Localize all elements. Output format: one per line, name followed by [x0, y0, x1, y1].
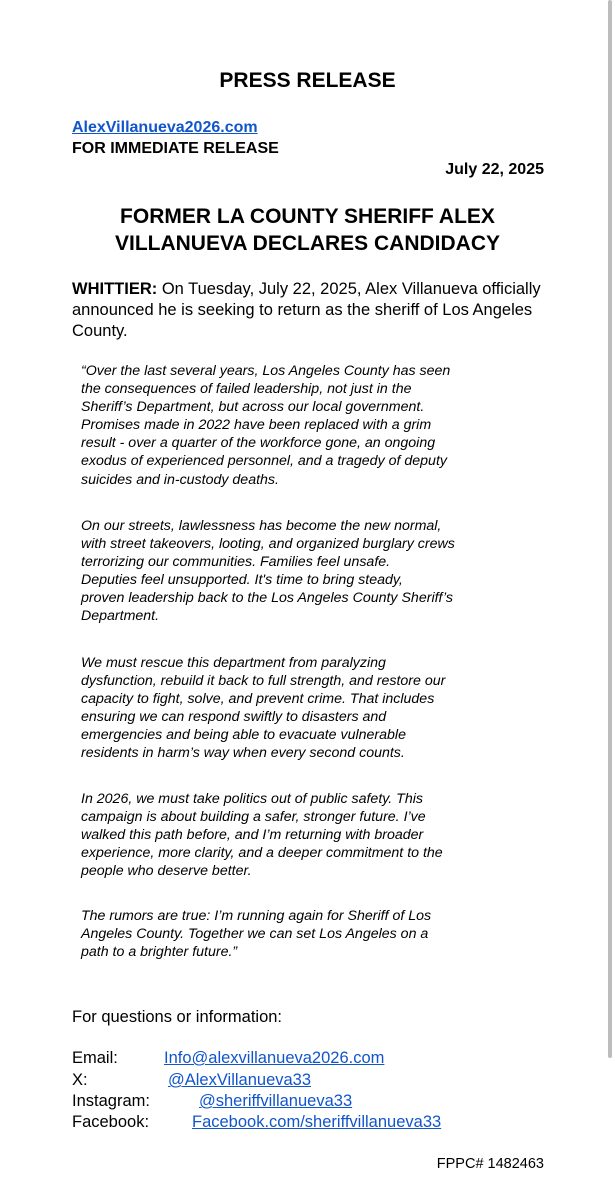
dateline-place: WHITTIER: — [72, 280, 158, 298]
scrollbar-thumb[interactable] — [608, 0, 612, 1058]
email-link[interactable]: Info@alexvillanueva2026.com — [164, 1049, 385, 1067]
contact-intro: For questions or information: — [72, 1008, 283, 1026]
headline — [40, 203, 575, 257]
quote-line: Deputies feel unsupported. It's time to bring steady, — [81, 572, 403, 589]
quote-paragraph-5 — [81, 907, 551, 961]
contact-x-row — [72, 1071, 312, 1090]
quote-line: people who deserve better. — [81, 863, 252, 880]
quote-line: In 2026, we must take politics out of public safety. This — [81, 791, 423, 807]
quote-line: residents in harm’s way when every second counts. — [81, 745, 405, 762]
quote-line: campaign is about building a safer, stronger future. I’ve — [81, 809, 426, 826]
quote-line: exodus of experienced personnel, and a tragedy of deputy — [81, 453, 447, 470]
lede-text: On Tuesday, July 22, 2025, Alex Villanueva officially announced he is seeking to return as the sheriff of Los Angeles County. — [72, 280, 541, 340]
quote-paragraph-4 — [81, 790, 551, 880]
contact-instagram-row — [72, 1092, 353, 1111]
quote-line: dysfunction, rebuild it back to full strength, and restore our — [81, 673, 446, 690]
quote-line: walked this path before, and I’m returning with broader — [81, 827, 424, 844]
headline-line-1: FORMER LA COUNTY SHERIFF ALEX — [120, 205, 495, 228]
quote-line: capacity to fight, solve, and prevent crime. That includes — [81, 691, 435, 708]
lede-paragraph — [72, 279, 552, 342]
x-label: X: — [72, 1071, 88, 1089]
quote-line: Promises made in 2022 have been replaced with a grim — [81, 417, 432, 434]
quote-paragraph-2 — [81, 517, 551, 626]
facebook-link[interactable]: Facebook.com/sheriffvillanueva33 — [192, 1113, 442, 1131]
quote-line: proven leadership back to the Los Angeles County Sheriff’s — [81, 590, 453, 607]
release-note: FOR IMMEDIATE RELEASE — [72, 140, 279, 157]
fppc-number: FPPC# 1482463 — [436, 1156, 544, 1172]
facebook-label: Facebook: — [72, 1113, 150, 1131]
quote-paragraph-1 — [81, 362, 551, 489]
quote-line: The rumors are true: I’m running again for Sheriff of Los — [81, 908, 432, 924]
document-title: PRESS RELEASE — [219, 69, 396, 92]
quote-line: path to a brighter future.” — [81, 944, 238, 961]
x-handle-link[interactable]: @AlexVillanueva33 — [168, 1071, 312, 1089]
instagram-label: Instagram: — [72, 1092, 150, 1110]
quote-line: “Over the last several years, Los Angeles County has seen — [81, 363, 451, 379]
quote-line: experience, more clarity, and a deeper commitment to the — [81, 845, 443, 862]
quote-line: terrorizing our communities. Families feel unsafe. — [81, 554, 391, 571]
quote-paragraph-3 — [81, 654, 551, 763]
quote-line: Sheriff’s Department, but across our local government. — [81, 399, 425, 416]
quote-line: result - over a quarter of the workforce gone, an ongoing — [81, 435, 436, 452]
quote-line: with street takeovers, looting, and organized burglary crews — [81, 536, 455, 553]
contact-email-row — [72, 1049, 385, 1068]
quote-line: On our streets, lawlessness has become the new normal, — [81, 518, 442, 534]
quote-line: Angeles County. Together we can set Los Angeles on a — [81, 926, 429, 943]
campaign-website-link[interactable]: AlexVillanueva2026.com — [72, 119, 258, 136]
instagram-link[interactable]: @sheriffvillanueva33 — [199, 1092, 353, 1110]
quote-line: Department. — [81, 608, 160, 625]
quote-line: emergencies and being able to evacuate vulnerable — [81, 727, 406, 744]
email-label: Email: — [72, 1049, 118, 1067]
quote-line: We must rescue this department from paralyzing — [81, 655, 386, 671]
release-date: July 22, 2025 — [445, 161, 544, 178]
quote-line: suicides and in-custody deaths. — [81, 471, 279, 488]
quote-line: the consequences of failed leadership, not just in the — [81, 381, 412, 398]
contact-facebook-row — [72, 1113, 442, 1132]
headline-line-2: VILLANUEVA DECLARES CANDIDACY — [114, 232, 500, 255]
quote-line: ensuring we can respond swiftly to disasters and — [81, 709, 387, 726]
